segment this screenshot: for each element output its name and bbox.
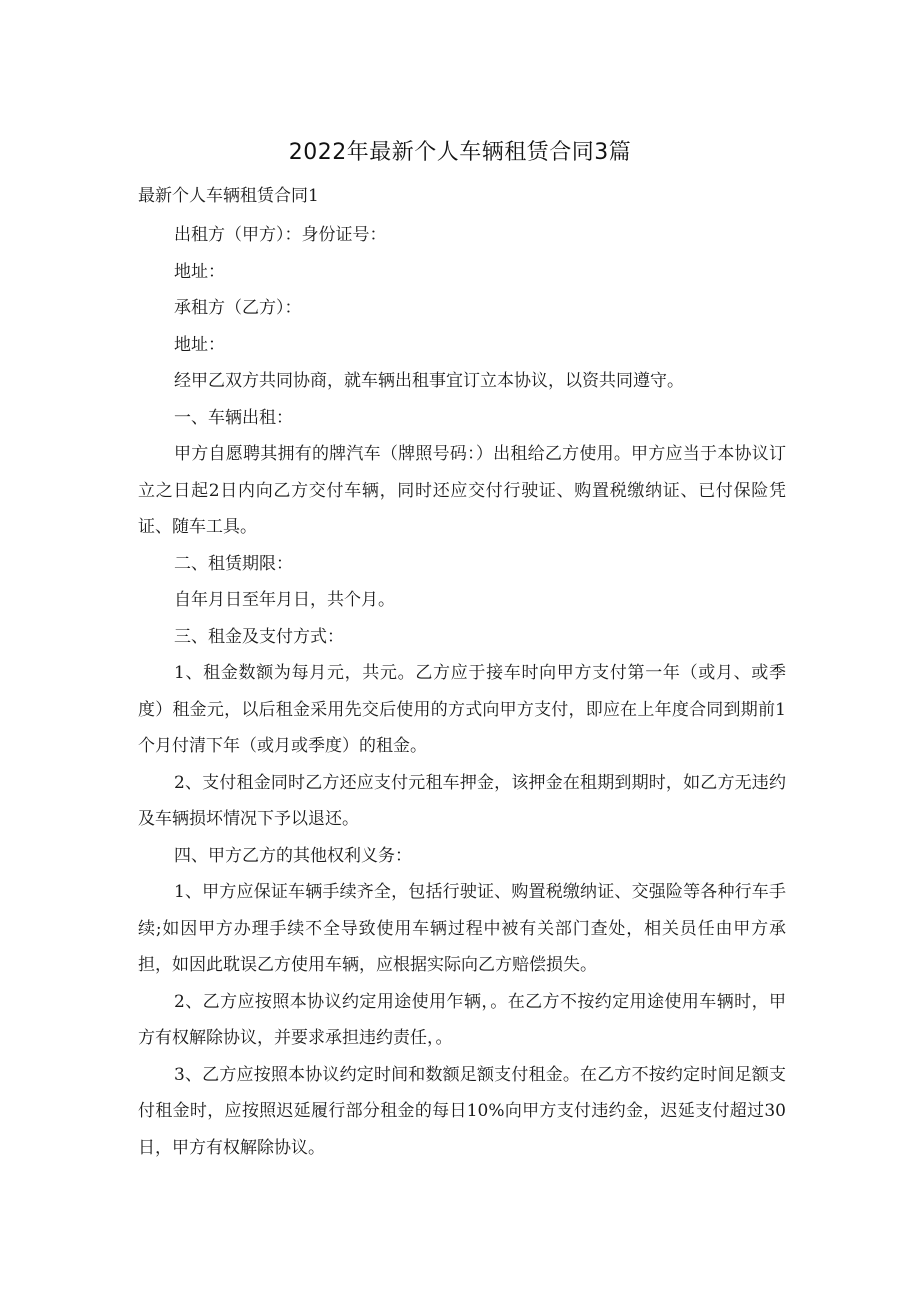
section-heading-2: 二、租赁期限： <box>174 553 293 574</box>
section-2-body: 自年月日至年月日，共个月。 <box>174 590 395 610</box>
section-heading-4: 四、甲方乙方的其他权利义务： <box>174 845 412 866</box>
lessor-line: 出租方（甲方）：身份证号： <box>174 225 387 245</box>
section-heading-1: 一、车辆出租： <box>174 407 293 428</box>
section-heading-3: 三、租金及支付方式： <box>174 626 344 647</box>
section-3-clause-1: 1、租金数额为每月元，共元。乙方应于接车时向甲方支付第一年（或月、或季度）租金元，以后租金采用先交后使用的方式向甲方支付，即应在上年度合同到期前1个月付清下年（或月或季度）的租金。 <box>138 663 786 756</box>
agreement-intro: 经甲乙双方共同协商，就车辆出租事宜订立本协议，以资共同遵守。 <box>174 371 684 391</box>
section-4-clause-1: 1、甲方应保证车辆手续齐全，包括行驶证、购置税缴纳证、交强险等各种行车手续;如因甲方办理手续不全导致使用车辆过程中被有关部门查处，相关员任由甲方承担，如因此耽误乙方使用车辆，应根据实际向乙方赔偿损失。 <box>138 882 786 975</box>
document-title: 2022年最新个人车辆租赁合同3篇 <box>288 140 632 165</box>
section-1-body: 甲方自愿聘其拥有的牌汽车（牌照号码：）出租给乙方使用。甲方应当于本协议订立之日起2日内向乙方交付车辆，同时还应交付行驶证、购置税缴纳证、已付保险凭证、随车工具。 <box>138 444 786 537</box>
section-4-clause-2: 2、乙方应按照本协议约定用途使用乍辆，。在乙方不按约定用途使用车辆时，甲方有权解除协议，并要求承担违约责任，。 <box>138 991 786 1048</box>
contract-body <box>138 217 786 1166</box>
section-4-clause-3: 3、乙方应按照本协议约定时间和数额足额支付租金。在乙方不按约定时间足额支付租金时，应按照迟延履行部分租金的每日10%向甲方支付违约金，迟延支付超过30日，甲方有权解除协议。 <box>138 1064 786 1158</box>
lessee-address-line: 地址： <box>174 334 225 355</box>
section-3-clause-2: 2、支付租金同时乙方还应支付元租车押金，该押金在租期到期时，如乙方无违约及车辆损坏情况下予以退还。 <box>138 772 786 829</box>
lessor-address-line: 地址： <box>174 261 225 282</box>
lessee-line: 承租方（乙方）： <box>174 298 302 318</box>
contract-subtitle: 最新个人车辆租赁合同1 <box>138 186 319 206</box>
